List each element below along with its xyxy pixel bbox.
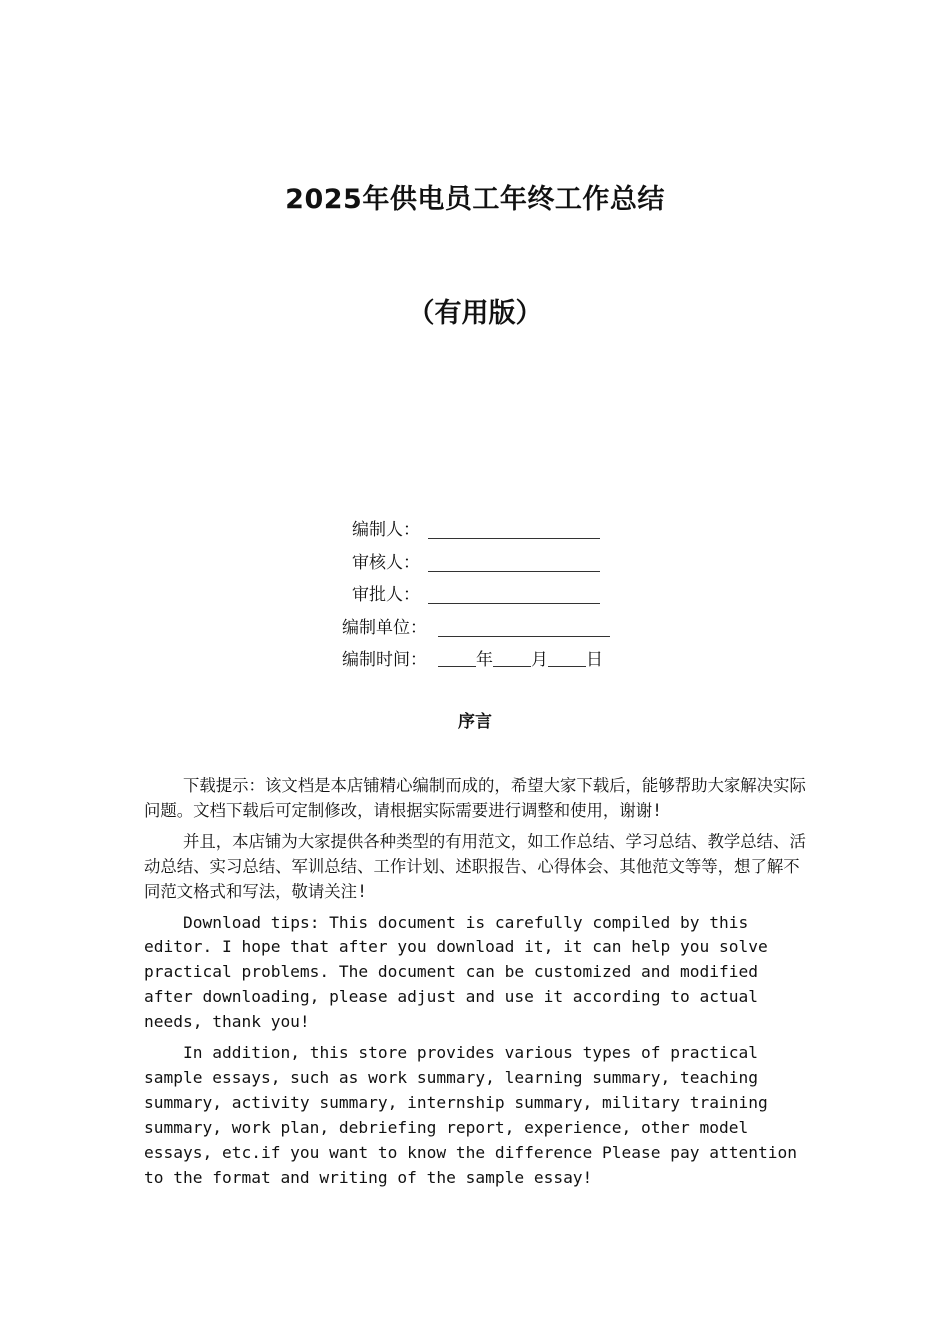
day-blank [548,646,586,667]
reviewer-label: 审核人： [352,552,420,573]
document-subtitle: （有用版） [407,298,543,329]
month-blank [493,646,531,667]
time-label: 编制时间： [342,650,427,670]
store-notice-en: In addition, this store provides various types of practical sample essays, such as work summary, learning summary, teaching summary, activity summary, internship summary, military training summary, work plan, debriefing report, experience, other model essays, etc.if you want to know the difference Please pay attention to the format and writing of the sample essay! [144,1043,797,1187]
compiler-row [0,514,950,547]
day-label: 日 [586,650,603,670]
year-label: 年 [476,650,493,670]
preface-body [144,774,814,1197]
time-row [0,644,950,677]
compiler-blank-line [428,538,600,539]
store-notice-zh: 并且，本店铺为大家提供各种类型的有用范文，如工作总结、学习总结、教学总结、活动总结、实习总结、军训总结、工作计划、述职报告、心得体会、其他范文等等，想了解不同范文格式和写法，敬请关注! [144,831,806,901]
unit-blank-line [438,636,610,637]
download-tip-zh: 下载提示：该文档是本店铺精心编制而成的，希望大家下载后，能够帮助大家解决实际问题。文档下载后可定制修改，请根据实际需要进行调整和使用，谢谢! [144,776,806,820]
date-fields [438,644,603,677]
download-tip-en: Download tips: This document is carefully compiled by this editor. I hope that after you download it, it can help you solve practical problems. The document can be customized and modified after downloading, please adjust and use it according to actual needs, thank you! [144,912,768,1032]
approver-row [0,579,950,612]
preface-heading: 序言 [458,712,492,732]
reviewer-row [0,547,950,580]
reviewer-blank-line [428,571,600,572]
month-label: 月 [531,650,548,670]
unit-label: 编制单位： [342,617,427,638]
approver-label: 审批人： [352,585,420,605]
unit-row [0,612,950,645]
approver-blank-line [428,603,600,604]
signature-block [0,514,950,677]
document-title: 2025年供电员工年终工作总结 [285,184,665,215]
year-blank [438,646,476,667]
compiler-label: 编制人： [352,520,420,540]
